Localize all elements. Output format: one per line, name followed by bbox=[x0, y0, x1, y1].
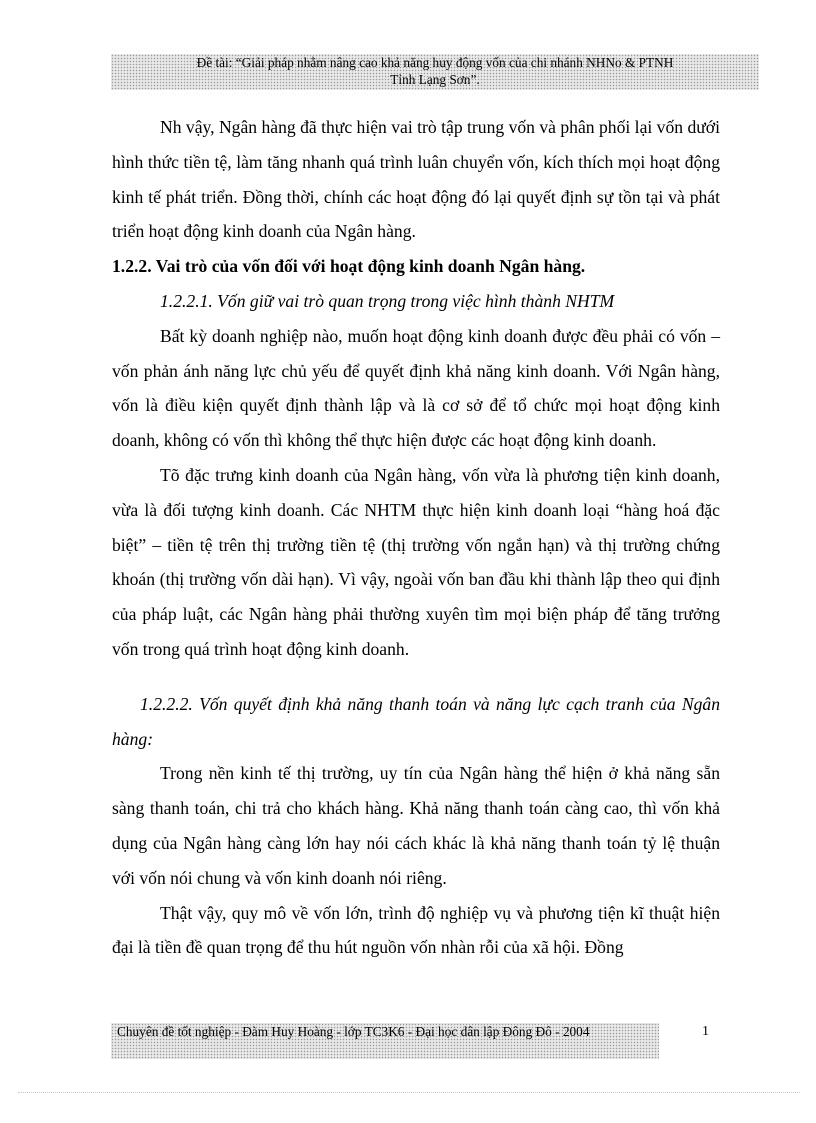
subsection-heading-1-2-2-1: 1.2.2.1. Vốn giữ vai trò quan trọng trong việc hình thành NHTM bbox=[160, 290, 615, 311]
document-body bbox=[112, 110, 720, 965]
paragraph-3: Tõ đặc trưng kinh doanh của Ngân hàng, vốn vừa là phương tiện kinh doanh, vừa là đối tượng kinh doanh. Các NHTM thực hiện kinh doanh loại “hàng hoá đặc biệt” – tiền tệ trên thị trường tiền tệ (thị trường vốn ngắn hạn) và thị trường chứng khoán (thị trường vốn dài hạn). Vì vậy, ngoài vốn ban đầu khi thành lập theo qui định của pháp luật, các Ngân hàng phải thường xuyên tìm mọi biện pháp để tăng trưởng vốn trong quá trình hoạt động kinh doanh. bbox=[112, 464, 720, 659]
header-title-line-1: Đề tài: “Giải pháp nhằm nâng cao khả năng huy động vốn của chi nhánh NHNo & PTNH bbox=[196, 55, 674, 70]
paragraph-2: Bất kỳ doanh nghiệp nào, muốn hoạt động kinh doanh được đều phải có vốn – vốn phản ánh năng lực chủ yếu để quyết định khả năng kinh doanh. Với Ngân hàng, vốn là điều kiện quyết định thành lập và là cơ sở để tổ chức mọi hoạt động kinh doanh, không có vốn thì không thể thực hiện được các hoạt động kinh doanh. bbox=[112, 325, 720, 451]
subsection-heading-1-2-2-2: 1.2.2.2. Vốn quyết định khả năng thanh toán và năng lực cạch tranh của Ngân hàng: bbox=[112, 693, 720, 749]
section-heading-1-2-2: 1.2.2. Vai trò của vốn đối với hoạt động kinh doanh Ngân hàng. bbox=[112, 256, 586, 277]
paragraph-5: Thật vậy, quy mô về vốn lớn, trình độ nghiệp vụ và phương tiện kĩ thuật hiện đại là tiền đề quan trọng để thu hút nguồn vốn nhàn rỗi của xã hội. Đồng bbox=[112, 902, 720, 958]
paragraph-1: Nh vậy, Ngân hàng đã thực hiện vai trò tập trung vốn và phân phối lại vốn dưới hình thức tiền tệ, làm tăng nhanh quá trình luân chuyển vốn, kích thích mọi hoạt động kinh tế phát triển. Đồng thời, chính các hoạt động đó lại quyết định sự tồn tại và phát triển hoạt động kinh doanh của Ngân hàng. bbox=[112, 117, 720, 242]
paragraph-4: Trong nền kinh tế thị trường, uy tín của Ngân hàng thể hiện ở khả năng sẵn sàng thanh toán, chi trả cho khách hàng. Khả năng thanh toán càng cao, thì vốn khả dụng của Ngân hàng càng lớn hay nói cách khác là khả năng thanh toán tỷ lệ thuận với vốn nói chung và vốn kinh doanh nói riêng. bbox=[112, 763, 720, 888]
page-number: 1 bbox=[702, 1024, 709, 1039]
spacer bbox=[112, 667, 720, 687]
page-footer: Chuyên đề tốt nghiệp - Đàm Huy Hoàng - lớp TC3K6 - Đại học dân lập Đông Đô - 2004 bbox=[117, 1024, 590, 1039]
page-bottom-edge bbox=[18, 1092, 800, 1093]
page-header bbox=[111, 54, 759, 88]
header-title-line-2: Tỉnh Lạng Sơn”. bbox=[390, 72, 480, 87]
